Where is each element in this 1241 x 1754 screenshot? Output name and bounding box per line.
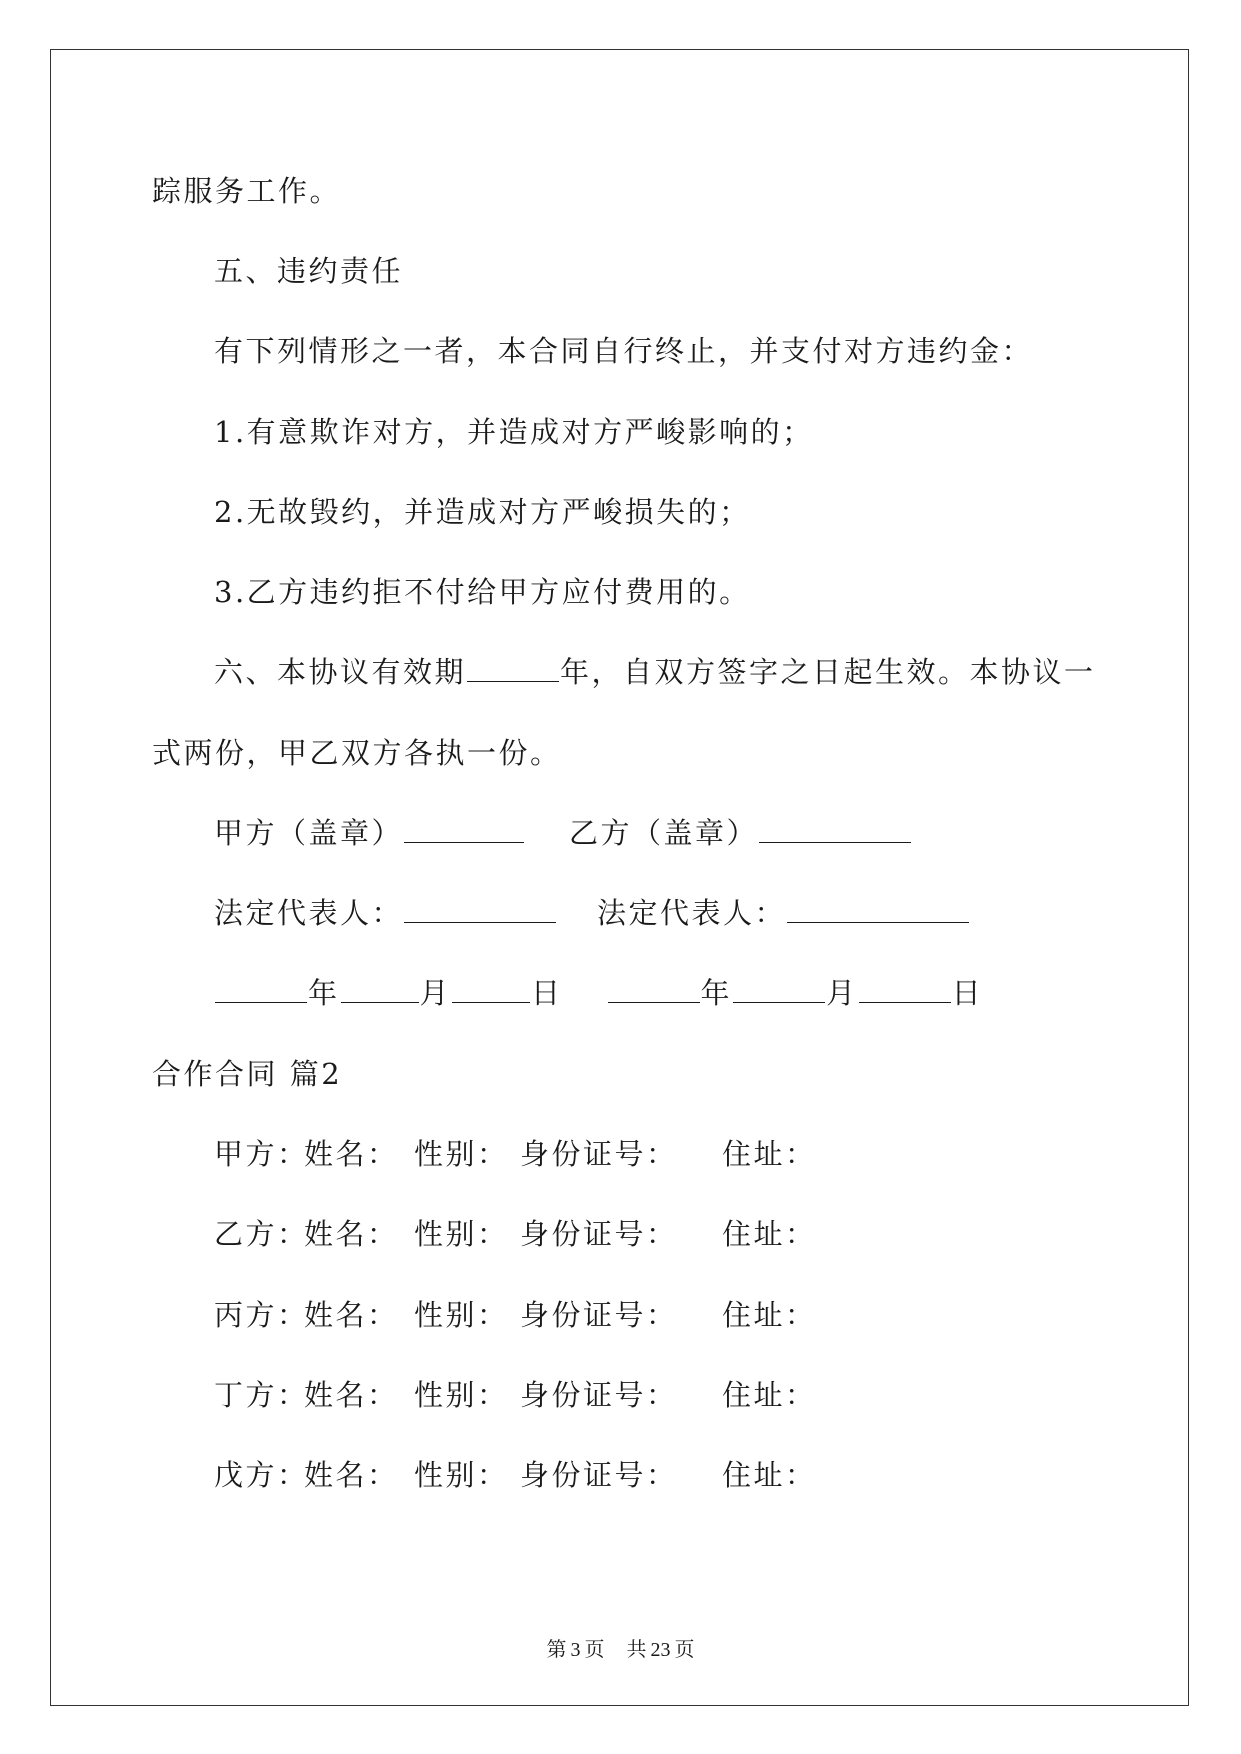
party-role: 戊方： [214,1458,309,1492]
month-label: 月 [826,976,858,1010]
blank-line [404,896,556,923]
month-label: 月 [419,976,452,1010]
id-number-label: 身份证号： [520,1378,678,1412]
section-heading: 五、违约责任 [214,254,404,288]
party-role: 甲方： [214,1137,309,1171]
party-role: 丁方： [214,1378,309,1412]
address-label: 住址： [722,1458,817,1492]
section-title: 合作合同 篇2 [152,1057,343,1091]
list-item: 2.无故毁约，并造成对方严峻损失的； [214,495,751,529]
address-label: 住址： [722,1298,817,1332]
day-label: 日 [531,976,563,1010]
validity-text-end: 年，自双方签字之日起生效。本协议一 [560,655,1096,689]
list-item: 3.乙方违约拒不付给甲方应付费用的。 [214,575,751,609]
legal-rep-b-label: 法定代表人： [597,896,787,930]
validity-text-start: 六、本协议有效期 [214,655,467,689]
body-text: 式两份，甲乙双方各执一份。 [152,736,562,770]
address-label: 住址： [722,1378,817,1412]
name-label: 姓名： [304,1137,399,1171]
total-pages: 23 [650,1639,671,1661]
page-number: 3 [570,1639,581,1661]
party-role: 乙方： [214,1217,309,1251]
party-b-seal-label: 乙方（盖章） [569,816,759,850]
year-label: 年 [700,976,733,1010]
party-a-seal-label: 甲方（盖章） [214,816,404,850]
blank-line [733,976,825,1003]
day-label: 日 [951,976,984,1010]
list-item: 1.有意欺诈对方，并造成对方严峻影响的； [214,415,814,449]
body-text: 踪服务工作。 [152,174,342,208]
party-role: 丙方： [214,1298,309,1332]
blank-line [608,976,700,1003]
blank-line [859,976,951,1003]
blank-line [404,816,524,843]
name-label: 姓名： [304,1217,399,1251]
name-label: 姓名： [304,1458,399,1492]
name-label: 姓名： [304,1378,399,1412]
seal-line [214,813,912,853]
blank-line [215,976,307,1003]
name-label: 姓名： [304,1298,399,1332]
blank-line [759,816,911,843]
gender-label: 性别： [414,1298,509,1332]
address-label: 住址： [722,1137,817,1171]
legal-rep-a-label: 法定代表人： [214,896,404,930]
year-label: 年 [308,976,340,1010]
id-number-label: 身份证号： [520,1458,678,1492]
legal-rep-line [214,893,970,933]
page-prefix: 第 [546,1639,567,1661]
gender-label: 性别： [414,1137,509,1171]
gender-label: 性别： [414,1217,509,1251]
id-number-label: 身份证号： [520,1217,678,1251]
blank-line [341,976,419,1003]
id-number-label: 身份证号： [520,1137,678,1171]
date-line [214,973,983,1013]
body-text: 有下列情形之一者，本合同自行终止，并支付对方违约金： [214,334,1034,368]
validity-clause [214,652,1096,692]
gender-label: 性别： [414,1378,509,1412]
blank-line [452,976,530,1003]
blank-line [467,655,559,682]
total-suffix: 页 [674,1639,695,1661]
blank-line [787,896,969,923]
gender-label: 性别： [414,1458,509,1492]
page-footer [0,1633,1241,1662]
id-number-label: 身份证号： [520,1298,678,1332]
page-suffix: 页 [584,1639,605,1661]
address-label: 住址： [722,1217,817,1251]
total-prefix: 共 [626,1639,647,1661]
